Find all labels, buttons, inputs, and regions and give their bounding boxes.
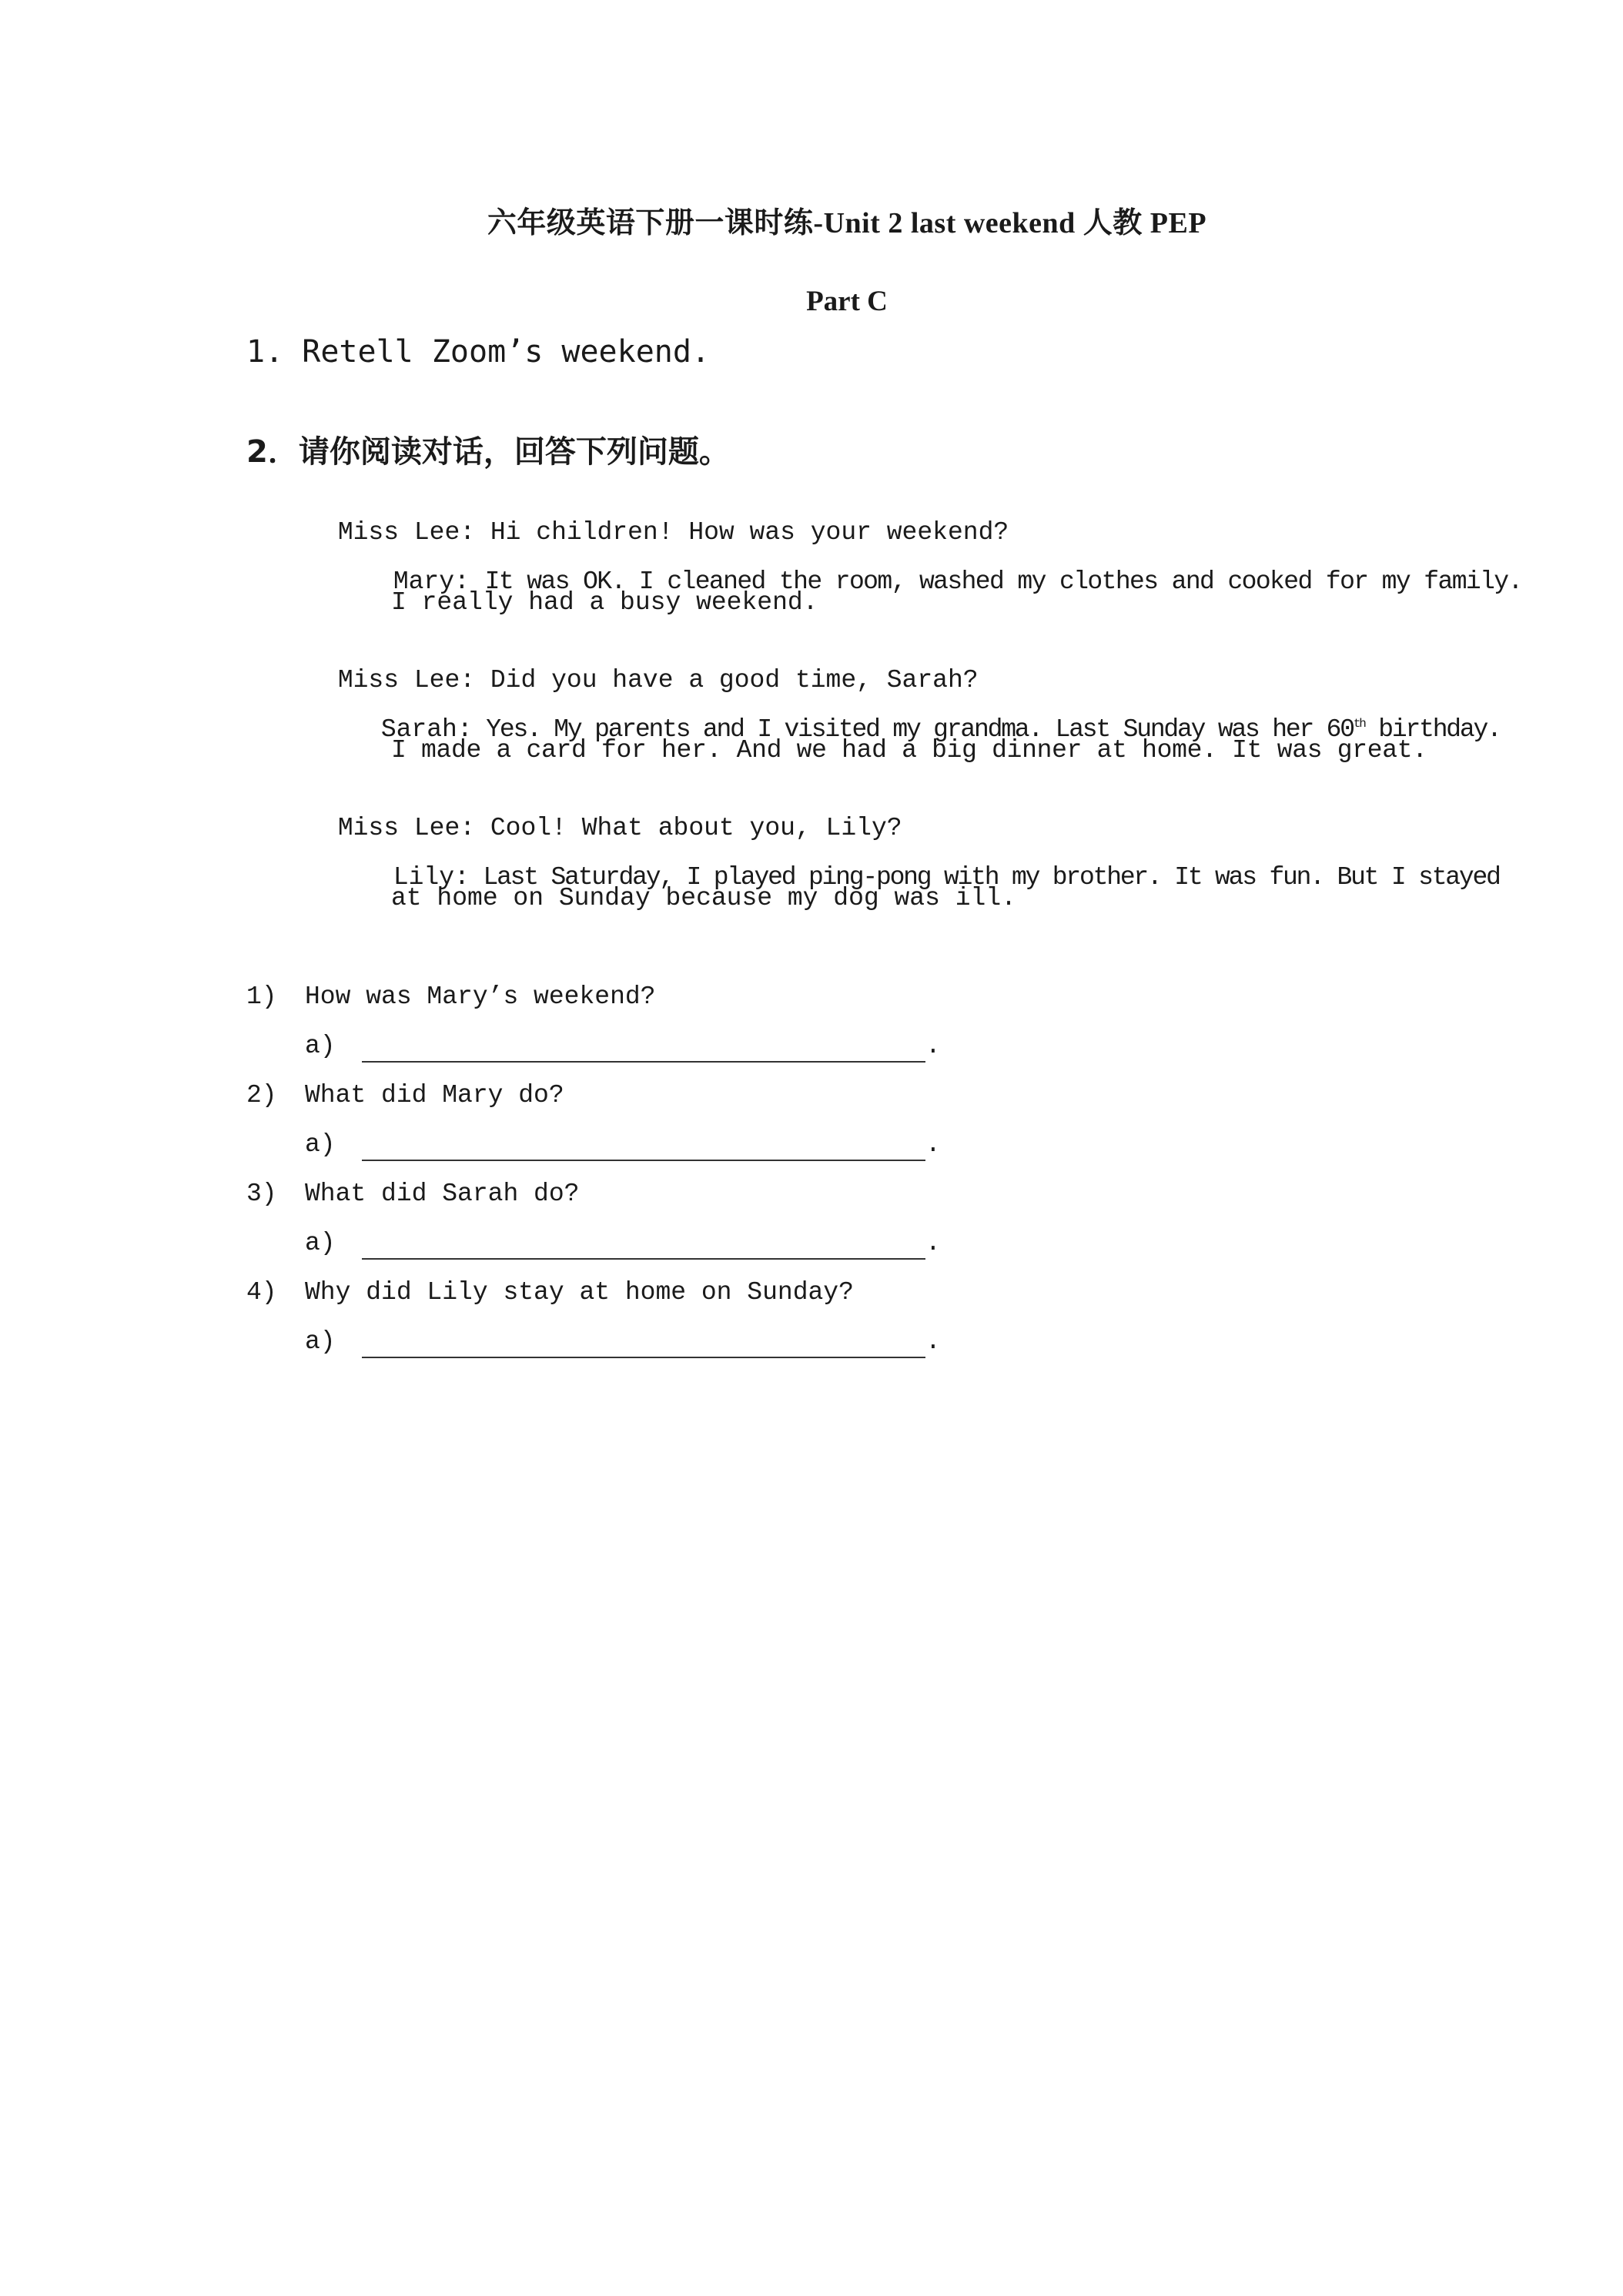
line-text: Cool! What about you, Lily? [490,814,902,842]
speaker-miss-lee: Miss Lee: [337,666,476,694]
speaker-sarah: Sarah: [380,715,473,744]
dialogue-continuation: at home on Sunday because my dog was ill. [391,884,1016,912]
answer-period: . [925,1130,941,1159]
answer-blank[interactable] [362,1160,925,1161]
speaker-mary: Mary: [393,567,470,596]
dialogue-continuation: I made a card for her. And we had a big dinner at home. It was great. [391,736,1427,765]
speaker-miss-lee: Miss Lee: [337,518,476,547]
answer-blank[interactable] [362,1258,925,1260]
answer-label: a) [305,1327,336,1356]
line-text: Yes. My parents and I visited my grandma. Last Sunday was her 60 [486,715,1354,744]
ordinal-suffix: th [1353,717,1365,731]
question-number: 1) [246,982,277,1011]
answer-label: a) [305,1032,336,1060]
answer-label: a) [305,1130,336,1159]
answer-label: a) [305,1229,336,1257]
answer-period: . [925,1229,941,1257]
section-1-heading: 1. Retell Zoom’s weekend. [246,334,711,370]
line-text: Last Saturday, I played ping-pong with my brother. It was fun. But I stayed [483,863,1500,892]
section-2-heading: 2．请你阅读对话，回答下列问题。 [246,434,730,470]
line-text: Did you have a good time, Sarah? [490,666,979,694]
dialogue-continuation: I really had a busy weekend. [391,588,818,617]
part-heading: Part C [806,286,888,317]
answer-period: . [925,1327,941,1356]
answer-period: . [925,1032,941,1060]
question-text: What did Mary do? [305,1081,564,1110]
question-number: 2) [246,1081,277,1110]
question-number: 3) [246,1180,277,1208]
line-text: birthday. [1364,715,1501,744]
line-text: It was OK. I cleaned the room, washed my clothes and cooked for my family. [484,567,1522,596]
speaker-lily: Lily: [393,863,470,892]
page-title: 六年级英语下册一课时练-Unit 2 last weekend 人教 PEP [487,207,1207,239]
line-text: Hi children! How was your weekend? [490,518,1009,547]
speaker-miss-lee: Miss Lee: [337,814,476,842]
question-number: 4) [246,1278,277,1307]
question-text: How was Mary’s weekend? [305,982,656,1011]
question-text: What did Sarah do? [305,1180,580,1208]
answer-blank[interactable] [362,1061,925,1063]
answer-blank[interactable] [362,1357,925,1358]
question-text: Why did Lily stay at home on Sunday? [305,1278,854,1307]
